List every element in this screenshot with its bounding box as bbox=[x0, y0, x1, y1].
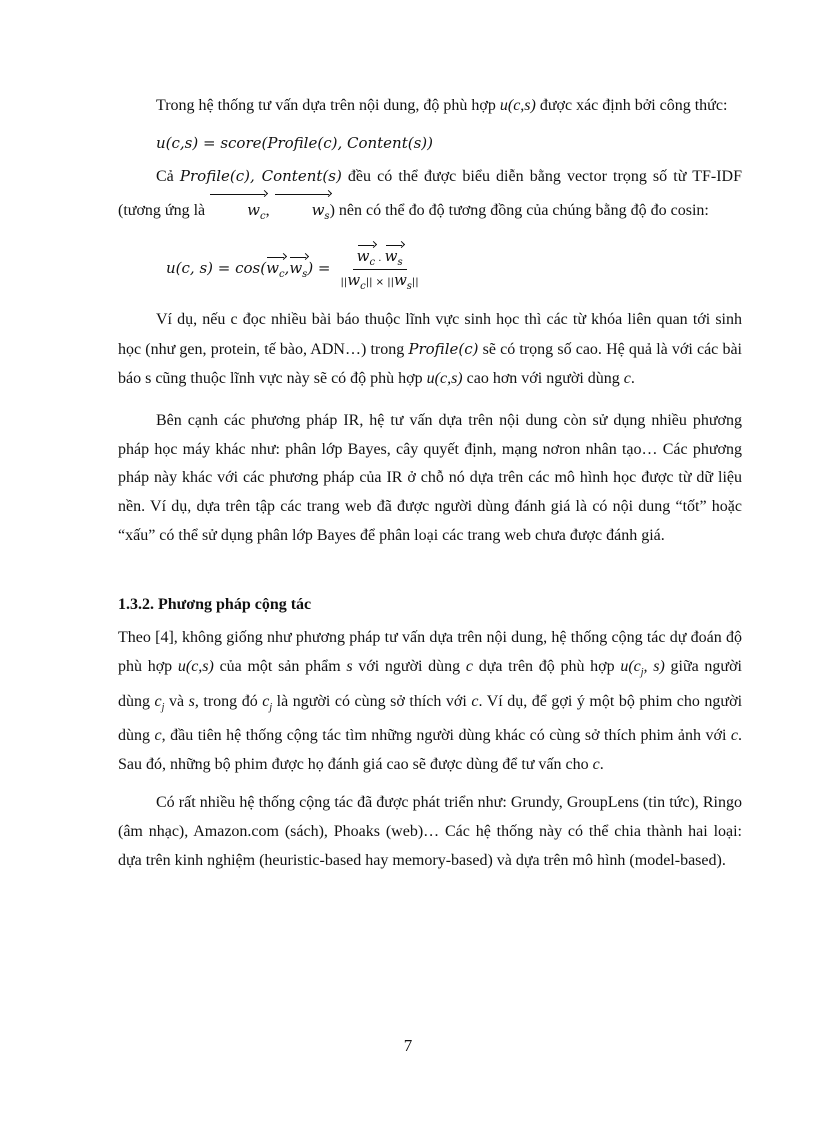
section-heading-collaborative: 1.3.2. Phương pháp cộng tác bbox=[118, 596, 312, 614]
page-body bbox=[118, 92, 742, 875]
paragraph-content-based-intro: Trong hệ thống tư vấn dựa trên nội dung, độ phù hợp u(c,s) được xác định bởi công thức: bbox=[156, 97, 728, 114]
vector-wc: $w_c$ bbox=[209, 192, 265, 232]
paragraph-tfidf: Cả Profile(c), Content(s) đều có thể được biểu diễn bằng vector trọng số từ TF-IDF (tương ứng là $w_c$, $w_s$) nên có thể đo độ tương đồng của chúng bằng độ đo cosin: bbox=[118, 162, 742, 231]
formula-utility-score: u(c,s) = score(Profile(c), Content(s)) bbox=[156, 133, 433, 152]
paragraph-collaborative-systems: Có rất nhiều hệ thống cộng tác đã được phát triển như: Grundy, GroupLens (tin tức), Ringo (âm nhạc), Amazon.com (sách), Phoaks (web)… Các hệ thống này có thể chia thành hai loại: dựa trên kinh nghiệm (heuristic-based hay memory-based) và dựa trên mô hình (model-based). bbox=[118, 794, 742, 869]
page-number: 7 bbox=[403, 1036, 413, 1055]
paragraph-example-biology: Ví dụ, nếu c đọc nhiều bài báo thuộc lĩnh vực sinh học thì các từ khóa liên quan tới sinh học (như gen, protein, tế bào, ADN…) trong Profile(c) sẽ có trọng số cao. Hệ quả là với các bài báo s cũng thuộc lĩnh vực này sẽ có độ phù hợp u(c,s) cao hơn với người dùng c. bbox=[118, 311, 742, 387]
cosine-fraction: $\frac{w_c . w_s}{||w_c|| \times ||w_s||}$ bbox=[337, 243, 423, 292]
vector-ws: $w_s$ bbox=[274, 192, 330, 232]
paragraph-ml-methods: Bên cạnh các phương pháp IR, hệ tư vấn dựa trên nội dung còn sử dụng nhiều phương pháp học máy khác như: phân lớp Bayes, cây quyết định, mạng nơron nhân tạo… Các phương pháp này khác với các phương pháp của IR ở chỗ nó dựa trên các mô hình học được từ dữ liệu nền. Ví dụ, dựa trên tập các trang web đã được người dùng đánh giá là có nội dung “tốt” hoặc “xấu” có thể sử dụng phân lớp Bayes để phân loại các trang web chưa được đánh giá. bbox=[118, 412, 742, 544]
formula-cosine: u(c, s) = cos( $w_c$ , $w_s$ ) = $\frac{w_c . w_s}{||w_c|| \times ||w_s||}$ bbox=[166, 243, 742, 292]
paragraph-collaborative: Theo [4], không giống như phương pháp tư vấn dựa trên nội dung, hệ thống cộng tác dự đoán độ phù hợp u(c,s) của một sản phẩm s với người dùng c dựa trên độ phù hợp $u(c_j$, s) giữa người dùng $c_j$ và s, trong đó $c_j$ là người có cùng sở thích với c. Ví dụ, để gợi ý một bộ phim cho người dùng c, đầu tiên hệ thống cộng tác tìm những người dùng khác có cùng sở thích phim ảnh với c. Sau đó, những bộ phim được họ đánh giá cao sẽ được dùng để tư vấn cho c. bbox=[118, 629, 743, 773]
